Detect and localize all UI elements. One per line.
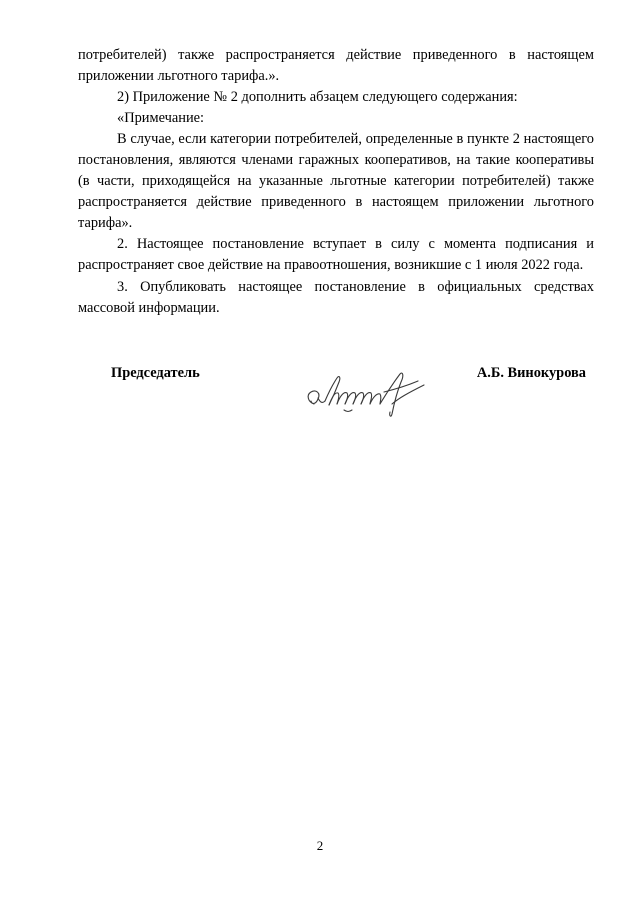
paragraph-note-text: В случае, если категории потребителей, определенные в пункте 2 настоящего постановления, являются членами гаражных кооперативов, на такие кооперативы (в части, приходящейся на указанные льготные категории потребителей) также распространяется действие приведенного в настоящем приложении льготного тарифа». [78, 131, 594, 232]
page-number: 2 [316, 838, 324, 853]
document-body [78, 45, 594, 319]
handwritten-signature-icon [300, 368, 432, 422]
paragraph-note-heading: «Примечание: [117, 110, 205, 127]
paragraph-item-2: 2. Настоящее постановление вступает в силу с момента подписания и распространяет свое действие на правоотношения, возникшие с 1 июля 2022 года. [78, 236, 594, 274]
signatory-title: Председатель [111, 365, 200, 381]
paragraph-continuation: потребителей) также распространяется действие приведенного в настоящем приложении льготного тарифа.». [78, 47, 594, 85]
signatory-name: А.Б. Винокурова [476, 365, 586, 381]
paragraph-amendment-appendix-2: 2) Приложение № 2 дополнить абзацем следующего содержания: [117, 89, 518, 106]
paragraph-item-3: 3. Опубликовать настоящее постановление в официальных средствах массовой информации. [78, 278, 594, 316]
